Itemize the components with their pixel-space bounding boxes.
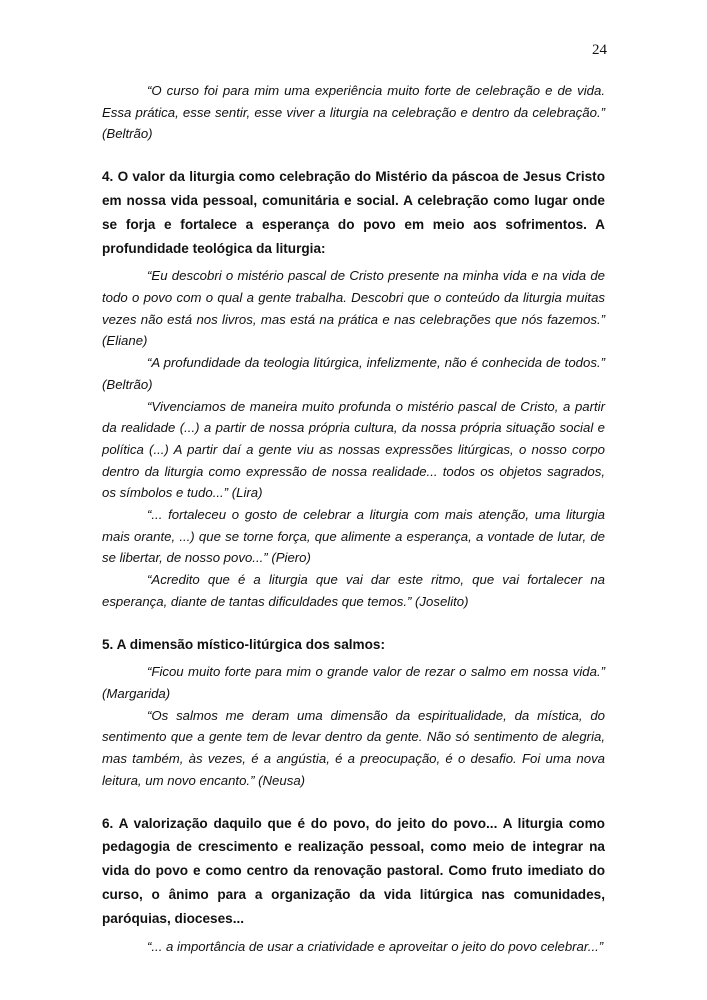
- quote-piero: “... fortaleceu o gosto de celebrar a liturgia com mais atenção, uma liturgia mais orante, ...) que se torne força, que alimente a esperança, a vontade de lutar, de se libertar, de nosso povo...” (Piero): [102, 507, 605, 566]
- quote-joselito: “Acredito que é a liturgia que vai dar este ritmo, que vai fortalecer na esperança, diante de tantas dificuldades que temos.” (Joselito): [102, 572, 605, 609]
- quote-neusa: “Os salmos me deram uma dimensão da espiritualidade, da mística, do sentimento que a gente tem de levar dentro da gente. Não só sentimento de alegria, mas também, às vezes, é a angústia, é a preocupação, é o desafio. Foi uma nova leitura, um novo encanto.” (Neusa): [102, 707, 605, 788]
- quote-margarida: “Ficou muito forte para mim o grande valor de rezar o salmo em nossa vida.” (Margarida): [102, 664, 605, 702]
- quote-eliane: “Eu descobri o mistério pascal de Cristo presente na minha vida e na vida de todo o povo com o qual a gente trabalha. Descobri que o conteúdo da liturgia muitas vezes não está nos livros, mas está na prática e nas celebrações que nós fazemos.” (Eliane): [102, 268, 605, 349]
- section-heading-4: 4. O valor da liturgia como celebração do Mistério da páscoa de Jesus Cristo em nossa vida pessoal, comunitária e social. A celebração como lugar onde se forja e fortalece a esperança do povo em meio aos sofrimentos. A profundidade teológica da liturgia:: [102, 169, 605, 256]
- section-heading-6: 6. A valorização daquilo que é do povo, do jeito do povo... A liturgia como pedagogia de crescimento e realização pessoal, como meio de integrar na vida do povo e como centro da renovação pastoral. Como fruto imediato do curso, o ânimo para a organização da vida litúrgica nas comunidades, paróquias, dioceses...: [102, 815, 605, 926]
- quote-lira: “Vivenciamos de maneira muito profunda o mistério pascal de Cristo, a partir da realidade (...) a partir de nossa própria cultura, da nossa própria situação social e política (...) A partir daí a gente viu as nossas expressões litúrgicas, o nosso corpo dentro da liturgia como expressão de nossa realidade... todos os objetos sagrados, os símbolos e tudo...” (Lira): [102, 398, 605, 501]
- quote-beltrao-2: “A profundidade da teologia litúrgica, infelizmente, não é conhecida de todos.” (Beltrão): [102, 355, 605, 392]
- page-number: 24: [592, 42, 607, 58]
- section-heading-5: 5. A dimensão místico-litúrgica dos salmos:: [102, 636, 386, 652]
- quote-criatividade: “... a importância de usar a criatividade e aproveitar o jeito do povo celebrar...”: [147, 938, 604, 954]
- quote-beltrao-1: “O curso foi para mim uma experiência muito forte de celebração e de vida. Essa prática, esse sentir, esse viver a liturgia na celebração e dentro da celebração.” (Beltrão): [102, 83, 605, 142]
- document-body: [102, 80, 605, 957]
